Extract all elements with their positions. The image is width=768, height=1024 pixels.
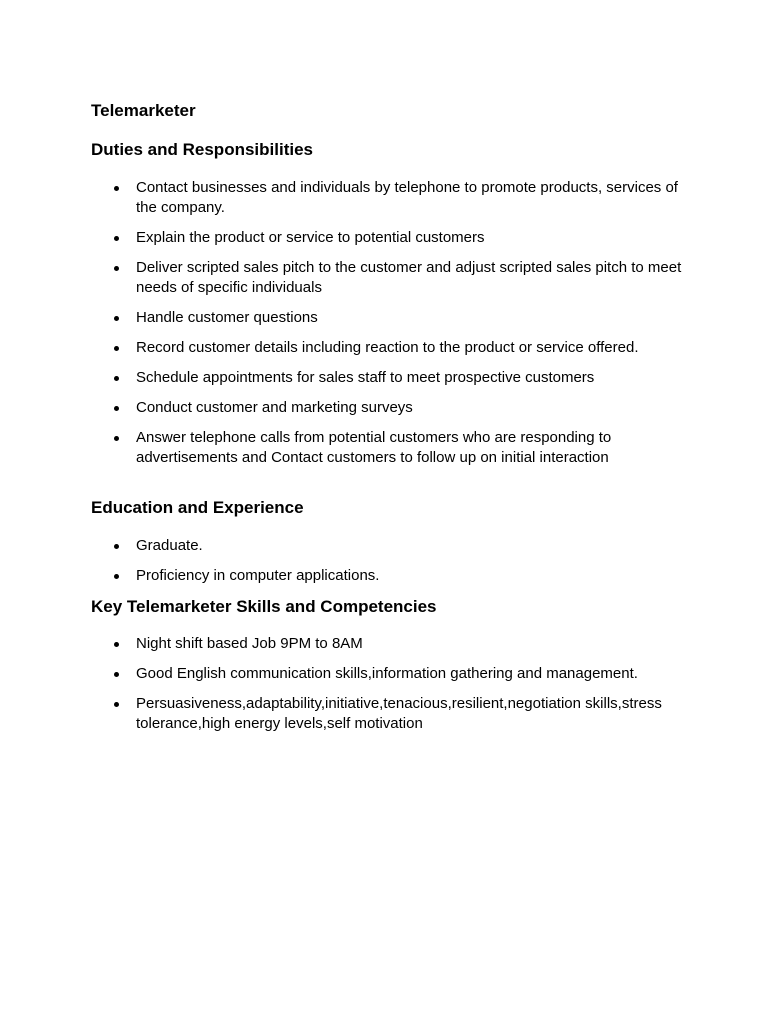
skills-list [110, 634, 690, 744]
list-item-text: Good English communication skills,information gathering and management. [136, 665, 638, 682]
bullet-icon [114, 186, 119, 191]
list-item-text: Persuasiveness,adaptability,initiative,tenacious,resilient,negotiation skills,stress tolerance,high energy levels,self motivation [136, 695, 662, 732]
list-item [110, 536, 690, 556]
list-item-text: Answer telephone calls from potential customers who are responding to advertisements and Contact customers to follow up on initial interaction [136, 429, 612, 466]
bullet-icon [114, 574, 119, 579]
list-item-text: Proficiency in computer applications. [136, 567, 380, 584]
list-item [110, 338, 690, 358]
list-item [110, 258, 690, 298]
list-item-text: Conduct customer and marketing surveys [136, 399, 413, 416]
education-list [110, 536, 690, 596]
bullet-icon [114, 642, 119, 647]
list-item [110, 694, 690, 734]
list-item [110, 398, 690, 418]
list-item [110, 566, 690, 586]
list-item [110, 308, 690, 328]
list-item [110, 368, 690, 388]
list-item [110, 428, 690, 468]
list-item-text: Schedule appointments for sales staff to meet prospective customers [136, 369, 595, 386]
bullet-icon [114, 436, 119, 441]
bullet-icon [114, 346, 119, 351]
bullet-icon [114, 544, 119, 549]
bullet-icon [114, 406, 119, 411]
document-title: Telemarketer [91, 101, 196, 120]
list-item-text: Explain the product or service to potential customers [136, 229, 485, 246]
duties-list [110, 178, 690, 478]
list-item-text: Contact businesses and individuals by telephone to promote products, services of the company. [136, 179, 678, 216]
list-item [110, 178, 690, 218]
list-item-text: Record customer details including reaction to the product or service offered. [136, 339, 639, 356]
section-heading-education: Education and Experience [91, 498, 304, 517]
list-item-text: Deliver scripted sales pitch to the customer and adjust scripted sales pitch to meet needs of specific individuals [136, 259, 682, 296]
bullet-icon [114, 672, 119, 677]
bullet-icon [114, 236, 119, 241]
section-heading-skills: Key Telemarketer Skills and Competencies [91, 597, 437, 616]
list-item-text: Graduate. [136, 537, 203, 554]
list-item [110, 228, 690, 248]
bullet-icon [114, 376, 119, 381]
list-item [110, 664, 690, 684]
list-item-text: Handle customer questions [136, 309, 318, 326]
bullet-icon [114, 266, 119, 271]
list-item [110, 634, 690, 654]
list-item-text: Night shift based Job 9PM to 8AM [136, 635, 363, 652]
section-heading-duties: Duties and Responsibilities [91, 140, 313, 159]
bullet-icon [114, 316, 119, 321]
bullet-icon [114, 702, 119, 707]
